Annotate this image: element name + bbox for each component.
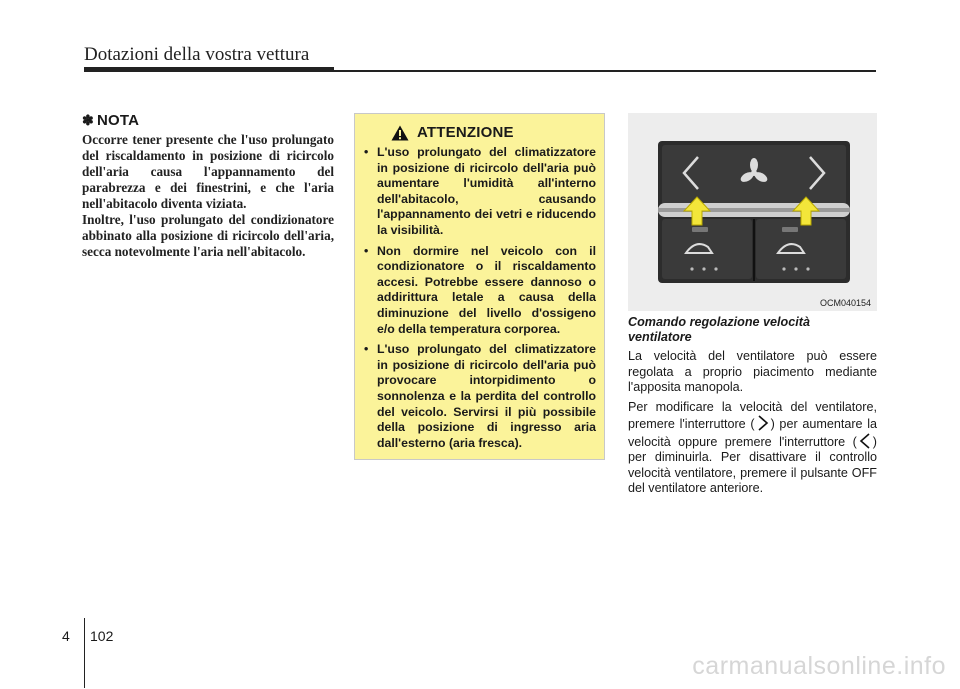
nota-star-icon: ✽ [82, 112, 94, 128]
warning-box [354, 113, 605, 460]
fan-control-panel-illustration [628, 113, 877, 311]
nota-section [82, 112, 334, 260]
page-chapter: 4 [62, 628, 70, 644]
warning-header [391, 124, 596, 141]
warning-item-2: • Non dormire nel veicolo con il condizionatore o il riscaldamento accesi. Potrebbe essere dannoso o addirittura letale a causa della diminuzione del livello d'ossigeno e/o della temperatura corporea. [363, 244, 596, 338]
nota-heading [82, 112, 334, 129]
nota-heading-text: NOTA [96, 112, 140, 129]
nota-body [82, 132, 334, 260]
fan-speed-para-2 [628, 400, 877, 497]
warning-list [363, 145, 596, 451]
fan-speed-para-2b: ) per aumentare la velocità oppure premere l'interruttore ( [628, 417, 878, 449]
warning-item-3: • L'uso prolungato del climatizzatore in posizione di ricircolo dell'aria può provocare intorpidimento o sonnolenza e la perdita del controllo del veicolo. Servirsi il più possibile della posizione di ingresso aria dall'esterno (aria fresca). [363, 342, 596, 451]
page-header-title: Dotazioni della vostra vettura [84, 44, 310, 65]
fan-speed-para-2a: Per modificare la velocità del ventilatore, premere l'interruttore ( [628, 399, 877, 431]
page-number: 102 [90, 628, 114, 644]
watermark: carmanualsonline.info [692, 652, 946, 680]
nota-paragraph-2: Inoltre, l'uso prolungato del condizionatore abbinato alla posizione di ricircolo dell'aria, secca notevolmente l'aria nell'abitacolo. [82, 212, 334, 259]
warning-title: ATTENZIONE [417, 124, 514, 141]
chevron-left-icon [858, 433, 872, 449]
figure-code: OCM040154 [819, 298, 871, 308]
chevron-right-icon [756, 415, 770, 431]
fan-control-figure [628, 113, 877, 311]
footer-rule [84, 618, 85, 688]
nota-paragraph-1: Occorre tener presente che l'uso prolungato del riscaldamento in posizione di ricircolo dell'aria causa l'appannamento del parabrezza e dei finestrini, e che l'aria nell'abitacolo diventa viziata. [82, 132, 334, 211]
warning-triangle-icon [391, 125, 409, 141]
header-rule-thin [334, 70, 876, 72]
warning-item-1: • L'uso prolungato del climatizzatore in posizione di ricircolo dell'aria può aumentare l'umidità all'interno dell'abitacolo, causando l'appannamento dei vetri e riducendo la visibilità. [363, 145, 596, 239]
fan-speed-title: Comando regolazione velocità ventilatore [628, 315, 810, 344]
fan-speed-para-2c: ) per diminuirla. Per disattivare il controllo velocità ventilatore, premere il pulsante OFF del ventilatore anteriore. [628, 434, 877, 495]
fan-speed-section [628, 315, 877, 501]
header-rule-thick [84, 67, 334, 72]
fan-speed-para-1: La velocità del ventilatore può essere regolata a proprio piacimento mediante l'apposita manopola. [628, 349, 877, 394]
